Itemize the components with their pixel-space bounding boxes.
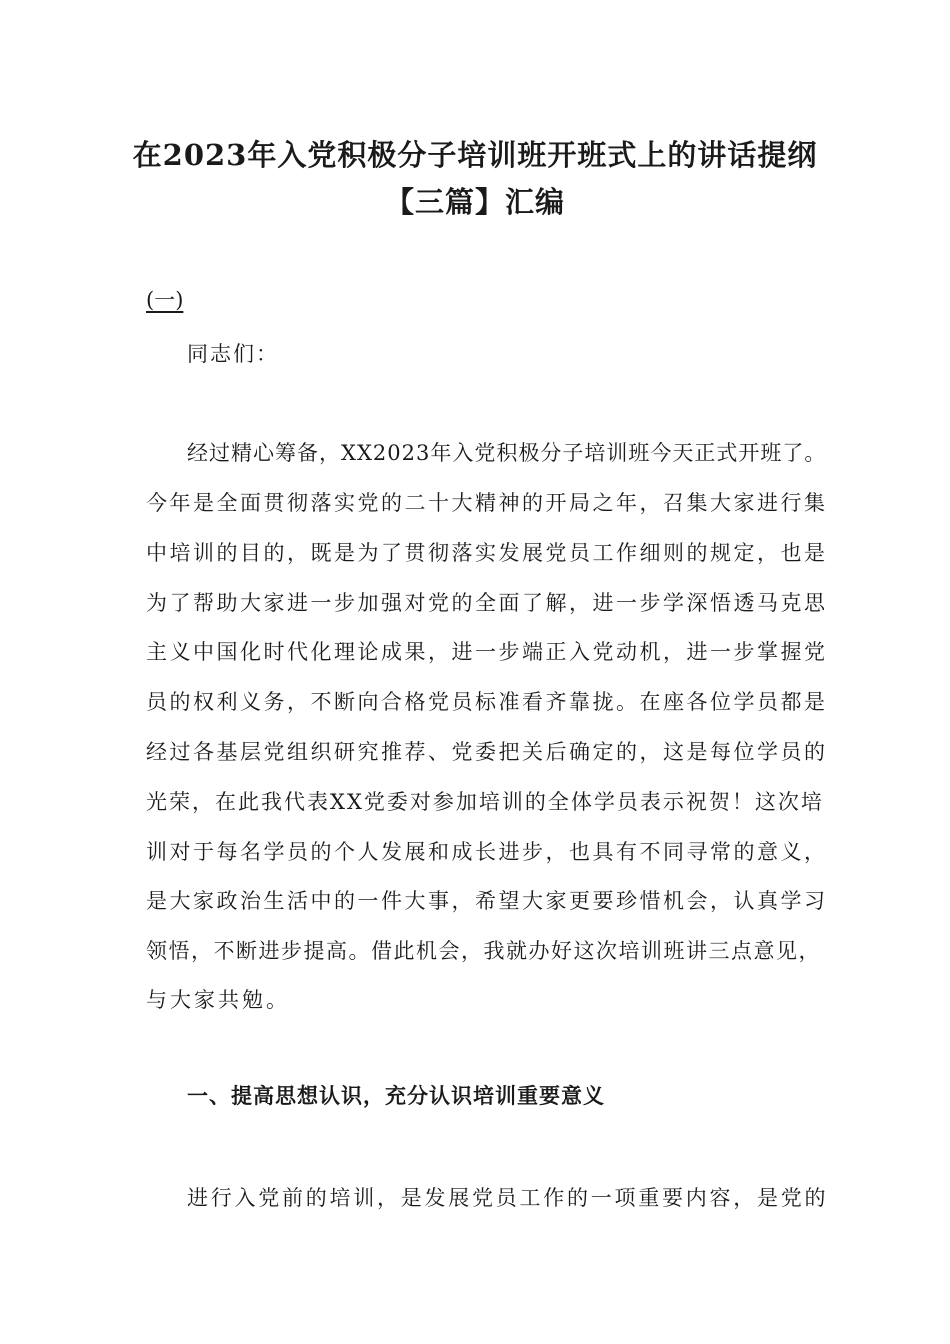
paragraph-1-line-5: 主义中国化时代化理论成果，进一步端正入党动机，进一步掌握党	[146, 640, 828, 664]
paragraph-1-line-2: 今年是全面贯彻落实党的二十大精神的开局之年，召集大家进行集	[146, 491, 828, 515]
document-title-line-2: 【三篇】汇编	[384, 185, 565, 219]
paragraph-1-line-4: 为了帮助大家进一步加强对党的全面了解，进一步学深悟透马克思	[146, 591, 828, 615]
salutation: 同志们：	[187, 342, 279, 366]
paragraph-1-line-3: 中培训的目的，既是为了贯彻落实发展党员工作细则的规定，也是	[146, 541, 828, 565]
paragraph-1-line-10: 是大家政治生活中的一件大事，希望大家更要珍惜机会，认真学习	[146, 889, 828, 913]
paragraph-1-line-12: 与大家共勉。	[146, 988, 290, 1012]
paragraph-1-line-1: 经过精心筹备，XX2023年入党积极分子培训班今天正式开班了。	[187, 441, 827, 465]
paragraph-2-line-1: 进行入党前的培训，是发展党员工作的一项重要内容，是党的	[187, 1186, 829, 1210]
paragraph-1-line-7: 经过各基层党组织研究推荐、党委把关后确定的，这是每位学员的	[146, 740, 828, 764]
section-heading-1: 一、提高思想认识，充分认识培训重要意义	[187, 1083, 605, 1108]
section-marker: (一)	[146, 288, 184, 312]
paragraph-1-line-9: 训对于每名学员的个人发展和成长进步，也具有不同寻常的意义，	[146, 840, 828, 864]
paragraph-1-line-8: 光荣，在此我代表XX党委对参加培训的全体学员表示祝贺！这次培	[146, 790, 824, 814]
paragraph-1-line-6: 员的权利义务，不断向合格党员标准看齐靠拢。在座各位学员都是	[146, 690, 828, 714]
document-title-line-1: 在2023年入党积极分子培训班开班式上的讲话提纲	[132, 138, 818, 172]
paragraph-1-line-11: 领悟，不断进步提高。借此机会，我就办好这次培训班讲三点意见，	[146, 939, 821, 963]
